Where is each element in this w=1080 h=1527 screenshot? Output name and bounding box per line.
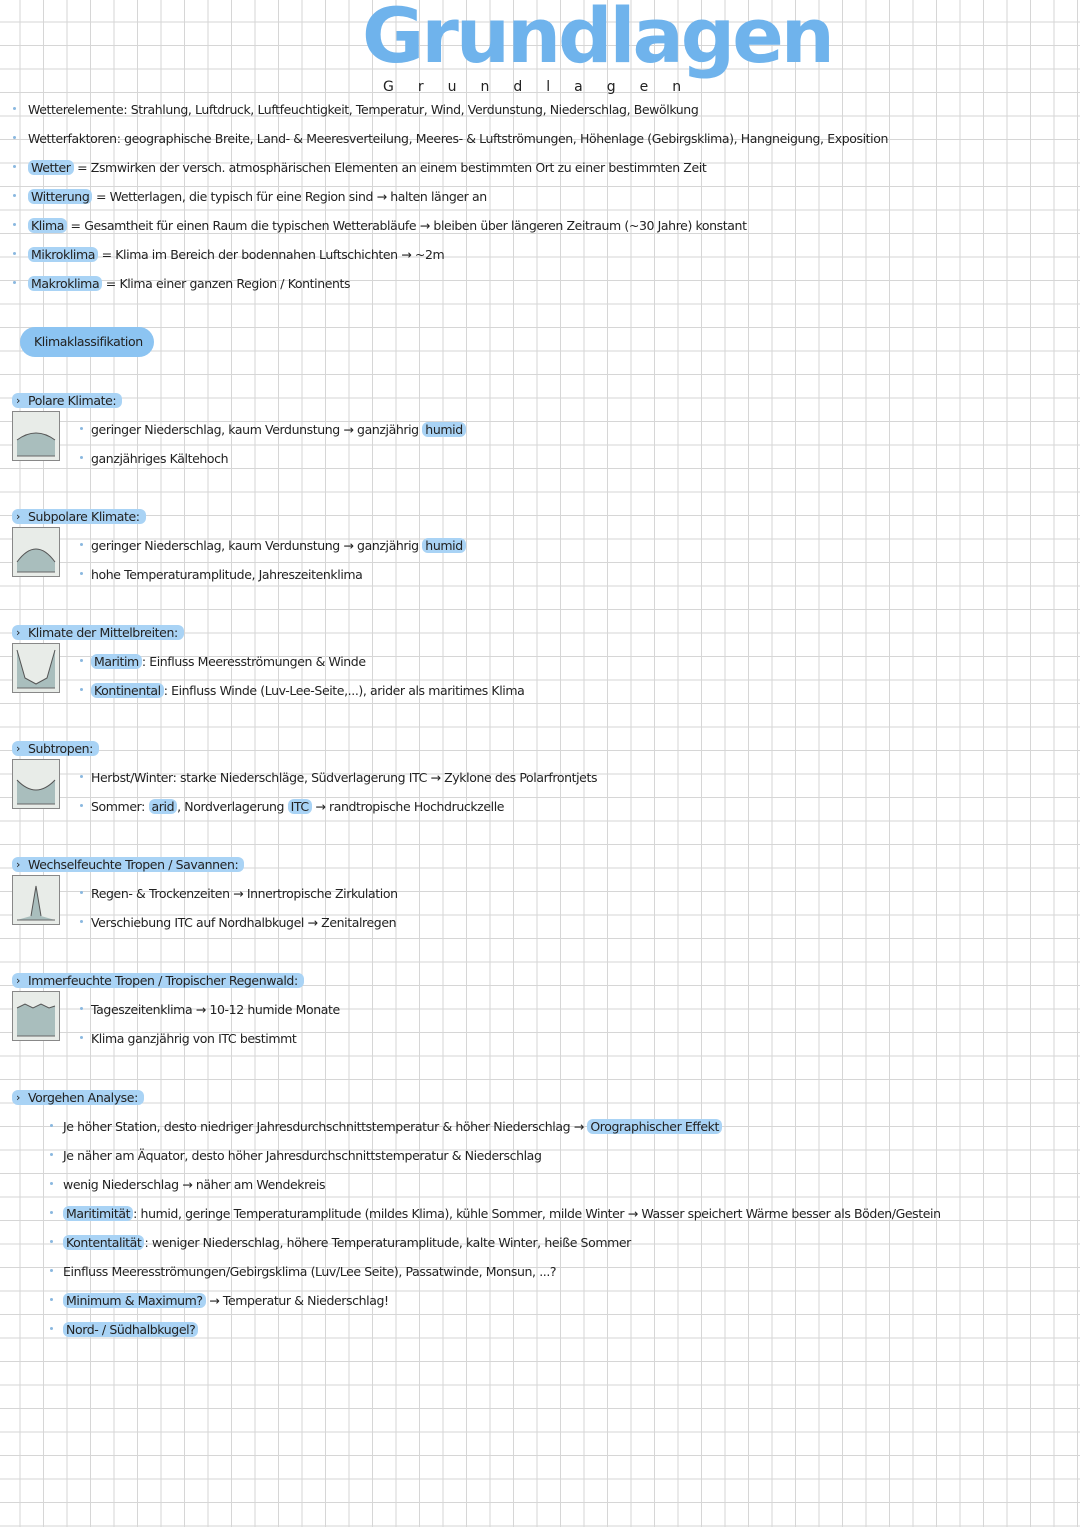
text-segment: Verschiebung ITC auf Nordhalbkugel → Zenitalregen (91, 915, 397, 930)
climate-detail-item (91, 451, 228, 466)
arrow-icon: › (16, 394, 20, 407)
text-segment: wenig Niederschlag → näher am Wendekreis (63, 1177, 326, 1192)
highlighted-text: Kontentalität (63, 1235, 144, 1250)
analysis-heading (12, 1090, 144, 1105)
text-segment: : weniger Niederschlag, höhere Temperaturamplitude, kalte Winter, heiße Sommer (144, 1235, 631, 1250)
climate-diagram-thumbnail (12, 875, 60, 925)
analysis-item (63, 1148, 541, 1163)
bullet-dot (50, 1182, 53, 1185)
arrow-icon: › (16, 742, 20, 755)
text-segment: → randtropische Hochdruckzelle (311, 799, 505, 814)
climate-diagram-thumbnail (12, 527, 60, 577)
page-title: Grundlagen (362, 0, 832, 80)
text-segment: Sommer: (91, 799, 149, 814)
climate-diagram-icon (13, 876, 59, 924)
highlighted-text: Nord- / Südhalbkugel? (63, 1322, 198, 1337)
highlighted-text: humid (422, 538, 465, 553)
climate-diagram-icon (13, 412, 59, 460)
text-segment: geringer Niederschlag, kaum Verdunstung → ganzjährig (91, 422, 423, 437)
bullet-dot (13, 223, 16, 226)
climate-detail-item (91, 886, 398, 901)
definition-text: = Klima im Bereich der bodennahen Luftschichten → ~2m (98, 247, 445, 262)
definition-text: : geographische Breite, Land- & Meeresverteilung, Meeres- & Luftströmungen, Höhenlage (Gebirgsklima), Hangneigung, Exposition (116, 131, 889, 146)
bullet-dot (13, 194, 16, 197)
bullet-dot (13, 107, 16, 110)
bullet-dot (80, 688, 83, 691)
analysis-item (63, 1206, 941, 1221)
analysis-item (63, 1177, 325, 1192)
page-subtitle: Grundlagen (383, 79, 706, 95)
arrow-icon: › (16, 1091, 20, 1104)
definition-term: Wetter (28, 160, 74, 175)
text-segment: Je höher Station, desto niedriger Jahresdurchschnittstemperatur & höher Niederschlag → (63, 1119, 588, 1134)
definition-text: = Zsmwirken der versch. atmosphärischen Elementen an einem bestimmten Ort zu einer bestimmten Zeit (73, 160, 707, 175)
climate-detail-item (91, 567, 362, 582)
climate-detail-item (91, 538, 466, 553)
bullet-dot (50, 1153, 53, 1156)
text-segment: hohe Temperaturamplitude, Jahreszeitenklima (91, 567, 363, 582)
climate-diagram-icon (13, 992, 59, 1040)
analysis-item (63, 1119, 722, 1134)
highlighted-text: Orographischer Effekt (587, 1119, 722, 1134)
climate-detail-item (91, 422, 466, 437)
text-segment: → Temperatur & Niederschlag! (205, 1293, 389, 1308)
text-segment: : Einfluss Winde (Luv-Lee-Seite,...), arider als maritimes Klima (163, 683, 525, 698)
definition-item (28, 247, 444, 262)
bullet-dot (50, 1327, 53, 1330)
definition-text: : Strahlung, Luftdruck, Luftfeuchtigkeit, Temperatur, Wind, Verdunstung, Niederschlag, Bewölkung (123, 102, 699, 117)
bullet-dot (13, 281, 16, 284)
analysis-heading-text: Vorgehen Analyse: (12, 1090, 144, 1105)
section-label: Klimaklassifikation (20, 327, 154, 357)
climate-diagram-icon (13, 760, 59, 808)
bullet-dot (80, 920, 83, 923)
definition-item (28, 218, 747, 233)
climate-diagram-thumbnail (12, 643, 60, 693)
definition-term: Witterung (28, 189, 92, 204)
bullet-dot (80, 1036, 83, 1039)
text-segment: geringer Niederschlag, kaum Verdunstung → ganzjährig (91, 538, 423, 553)
bullet-dot (80, 659, 83, 662)
climate-heading (12, 973, 304, 988)
text-segment: Herbst/Winter: starke Niederschläge, Südverlagerung ITC → Zyklone des Polarfrontjets (91, 770, 598, 785)
definition-item (28, 189, 487, 204)
climate-heading-text: Klimate der Mittelbreiten: (12, 625, 184, 640)
definition-text: = Gesamtheit für einen Raum die typischen Wetterabläufe → bleiben über längeren Zeitraum (~30 Jahre) konstant (66, 218, 747, 233)
definition-item (28, 160, 706, 175)
climate-heading (12, 857, 244, 872)
bullet-dot (13, 165, 16, 168)
highlighted-text: Kontinental (91, 683, 164, 698)
highlighted-text: Maritimität (63, 1206, 133, 1221)
text-segment: : humid, geringe Temperaturamplitude (mildes Klima), kühle Sommer, milde Winter → Wasser speichert Wärme besser als Böden/Gestein (133, 1206, 941, 1221)
definition-term: Mikroklima (28, 247, 98, 262)
climate-diagram-thumbnail (12, 991, 60, 1041)
bullet-dot (13, 136, 16, 139)
climate-heading (12, 741, 99, 756)
text-segment: Regen- & Trockenzeiten → Innertropische Zirkulation (91, 886, 398, 901)
bullet-dot (80, 456, 83, 459)
definition-text: = Wetterlagen, die typisch für eine Region sind → halten länger an (92, 189, 487, 204)
highlighted-text: ITC (288, 799, 312, 814)
climate-heading (12, 509, 146, 524)
bullet-dot (80, 1007, 83, 1010)
definition-term: Klima (28, 218, 67, 233)
bullet-dot (50, 1269, 53, 1272)
arrow-icon: › (16, 626, 20, 639)
definition-item (28, 131, 888, 146)
arrow-icon: › (16, 510, 20, 523)
climate-detail-item (91, 1002, 340, 1017)
bullet-dot (80, 775, 83, 778)
bullet-dot (80, 427, 83, 430)
bullet-dot (50, 1240, 53, 1243)
text-segment: Je näher am Äquator, desto höher Jahresdurchschnittstemperatur & Niederschlag (63, 1148, 542, 1163)
highlighted-text: Maritim (91, 654, 142, 669)
climate-diagram-icon (13, 528, 59, 576)
climate-detail-item (91, 799, 504, 814)
climate-heading-text: Polare Klimate: (12, 393, 122, 408)
climate-heading (12, 393, 122, 408)
bullet-dot (80, 804, 83, 807)
climate-heading-text: Subpolare Klimate: (12, 509, 146, 524)
text-segment: Klima ganzjährig von ITC bestimmt (91, 1031, 297, 1046)
climate-heading-text: Wechselfeuchte Tropen / Savannen: (12, 857, 244, 872)
analysis-item (63, 1235, 631, 1250)
climate-detail-item (91, 915, 396, 930)
bullet-dot (50, 1298, 53, 1301)
bullet-dot (13, 252, 16, 255)
analysis-item (63, 1264, 556, 1279)
text-segment: Tageszeitenklima → 10-12 humide Monate (91, 1002, 340, 1017)
highlighted-text: Minimum & Maximum? (63, 1293, 206, 1308)
text-segment: ganzjähriges Kältehoch (91, 451, 229, 466)
climate-detail-item (91, 1031, 296, 1046)
bullet-dot (80, 891, 83, 894)
bullet-dot (50, 1211, 53, 1214)
climate-heading (12, 625, 184, 640)
definition-term: Makroklima (28, 276, 102, 291)
climate-heading-text: Subtropen: (12, 741, 99, 756)
analysis-item (63, 1293, 389, 1308)
text-segment: , Nordverlagerung (177, 799, 288, 814)
climate-detail-item (91, 770, 597, 785)
climate-diagram-icon (13, 644, 59, 692)
climate-diagram-thumbnail (12, 411, 60, 461)
bullet-dot (80, 543, 83, 546)
arrow-icon: › (16, 858, 20, 871)
climate-detail-item (91, 683, 524, 698)
definition-term: Wetterelemente (28, 102, 124, 117)
definition-item (28, 276, 350, 291)
definition-item (28, 102, 698, 117)
climate-detail-item (91, 654, 366, 669)
analysis-item (63, 1322, 198, 1337)
text-segment: : Einfluss Meeresströmungen & Winde (141, 654, 366, 669)
arrow-icon: › (16, 974, 20, 987)
text-segment: Einfluss Meeresströmungen/Gebirgsklima (Luv/Lee Seite), Passatwinde, Monsun, ...? (63, 1264, 557, 1279)
highlighted-text: arid (149, 799, 178, 814)
climate-diagram-thumbnail (12, 759, 60, 809)
bullet-dot (80, 572, 83, 575)
definition-text: = Klima einer ganzen Region / Kontinents (102, 276, 351, 291)
definition-term: Wetterfaktoren (28, 131, 117, 146)
highlighted-text: humid (422, 422, 465, 437)
bullet-dot (50, 1124, 53, 1127)
climate-heading-text: Immerfeuchte Tropen / Tropischer Regenwald: (12, 973, 304, 988)
